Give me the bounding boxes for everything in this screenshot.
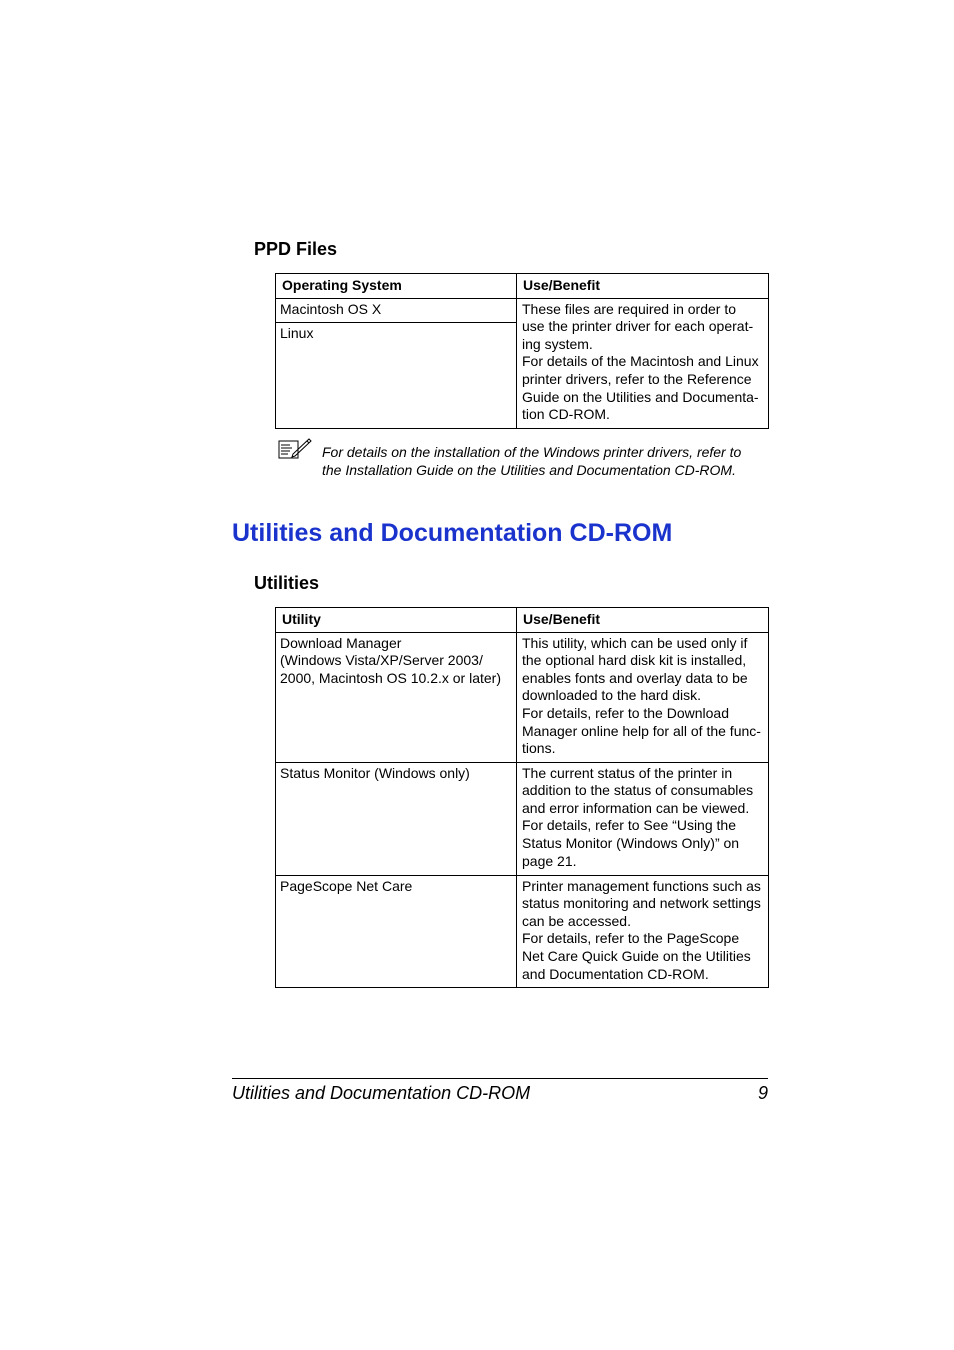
note-text: For details on the installation of the Windows printer drivers, refer to the Installation Guide on the Utilities and Documentation CD-ROM.: [322, 444, 742, 478]
ppd-files-table: [275, 273, 769, 429]
utility-name: Status Monitor (Windows only): [280, 764, 470, 781]
utility-name: Download Manager (Windows Vista/XP/Server 2003/ 2000, Macintosh OS 10.2.x or later): [280, 634, 501, 686]
os-cell-linux: Linux: [276, 322, 517, 428]
ppd-use-benefit-cell: [517, 298, 769, 428]
table-row: [276, 762, 769, 875]
ppd-files-heading: PPD Files: [254, 239, 338, 259]
ppd-use-benefit-text: These files are required in order to use the printer driver for each operat- ing system. For details of the Macintosh and Linux printer drivers, refer to the Reference Guide on the Utilities and Documenta- tion CD-ROM.: [522, 300, 759, 423]
utility-use: This utility, which can be used only if the optional hard disk kit is installed, enables fonts and overlay data to be downloaded to the hard disk. For details, refer to the Download Manager online help for all of the func- tions.: [522, 634, 761, 757]
column-header-operating-system: Operating System: [276, 274, 517, 299]
table-header-row: [276, 274, 769, 299]
utility-use: The current status of the printer in addition to the status of consumables and error information can be viewed. For details, refer to See “Using the Status Monitor (Windows Only)” on page 21.: [522, 764, 754, 869]
column-header-use-benefit: Use/Benefit: [517, 274, 769, 299]
column-header-use-benefit: Use/Benefit: [517, 608, 769, 633]
table-row: [276, 298, 769, 322]
utility-name: PageScope Net Care: [280, 877, 413, 894]
table-row: [276, 875, 769, 987]
utilities-heading: Utilities: [254, 573, 320, 593]
section-title: Utilities and Documentation CD-ROM: [232, 519, 673, 547]
utility-name-cell: [276, 762, 517, 875]
utility-name-cell: [276, 875, 517, 987]
note-pencil-icon: [278, 438, 312, 460]
utility-use-cell: [517, 762, 769, 875]
footer-title: Utilities and Documentation CD-ROM: [232, 1083, 531, 1103]
utility-use-cell: [517, 632, 769, 762]
utilities-table: [275, 607, 769, 988]
table-row: [276, 632, 769, 762]
utility-use: Printer management functions such as status monitoring and network settings can be accessed. For details, refer to the PageScope Net Care Quick Guide on the Utilities and Documentation CD-ROM.: [522, 877, 761, 982]
column-header-utility: Utility: [276, 608, 517, 633]
table-header-row: [276, 608, 769, 633]
os-cell-macintosh: Macintosh OS X: [276, 298, 517, 322]
utility-name-cell: [276, 632, 517, 762]
footer-divider: [232, 1078, 768, 1079]
page-number: 9: [757, 1083, 768, 1103]
utility-use-cell: [517, 875, 769, 987]
